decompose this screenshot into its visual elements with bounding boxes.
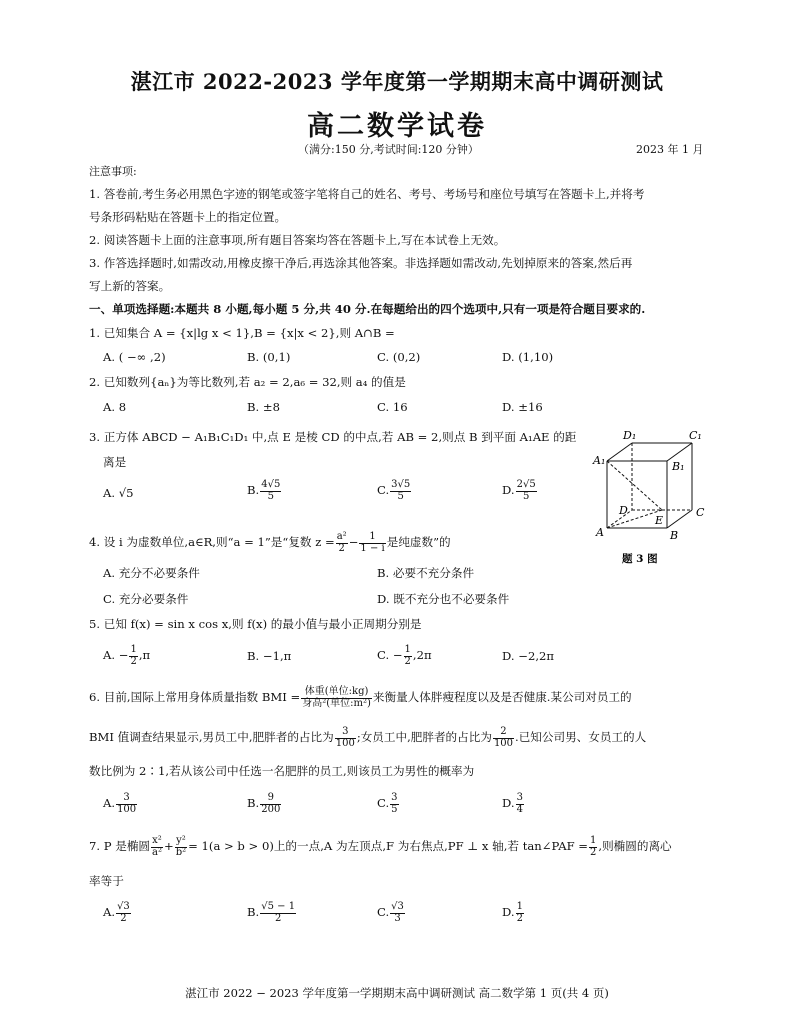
note-2: 2. 阅读答题卡上面的注意事项,所有题目答案均答在答题卡上,写在本试卷上无效。 xyxy=(89,233,506,247)
q2-option-d: D. ±16 xyxy=(502,400,543,414)
q4-option-c: C. 充分必要条件 xyxy=(103,592,189,606)
q7-line-2: 率等于 xyxy=(89,874,124,888)
q4-option-a: A. 充分不必要条件 xyxy=(103,566,200,580)
q7-option-c: C. $\frac{√3}{3}$ xyxy=(377,901,404,924)
notes-heading: 注意事项: xyxy=(89,165,137,178)
cube-figure xyxy=(592,426,716,570)
note-3b: 写上新的答案。 xyxy=(89,279,171,293)
note-3a: 3. 作答选择题时,如需改动,用橡皮擦干净后,再选涂其他答案。非选择题如需改动,先划掉原来的答案,然后再 xyxy=(89,256,633,270)
q2-option-a: A. 8 xyxy=(103,400,127,414)
label-b: B xyxy=(670,529,679,542)
q6-option-b: B. $\frac{9}{200}$ xyxy=(247,792,281,815)
label-e: E xyxy=(655,514,664,527)
q5-option-d: D. −2,2π xyxy=(502,649,555,663)
exam-title: 湛江市 2022-2023 学年度第一学期期末高中调研测试 xyxy=(130,69,664,94)
q3-option-d: D. $\frac{2√5}{5}$ xyxy=(502,479,536,502)
q6-option-a: A. $\frac{3}{100}$ xyxy=(103,792,137,815)
q4-option-d: D. 既不充分也不必要条件 xyxy=(377,592,510,606)
note-1a: 1. 答卷前,考生务必用黑色字迹的钢笔或签字笔将自己的姓名、考号、考场号和座位号填写在答题卡上,并将考 xyxy=(89,187,645,201)
exam-meta: （满分:150 分,考试时间:120 分钟） xyxy=(298,143,479,156)
label-d: D xyxy=(619,504,628,517)
label-c1: C₁ xyxy=(689,429,702,442)
figure-caption: 题 3 图 xyxy=(622,553,658,565)
section-1-heading: 一、单项选择题:本题共 8 小题,每小题 5 分,共 40 分.在每题给出的四个选项中,只有一项是符合题目要求的. xyxy=(89,302,646,316)
q6-line-3: 数比例为 2∶1,若从该公司中任选一名肥胖的员工,则该员工为男性的概率为 xyxy=(89,764,475,778)
q3-stem-2: 离是 xyxy=(103,455,127,469)
exam-date: 2023 年 1 月 xyxy=(636,143,704,156)
q6-stem: 6. 目前,国际上常用身体质量指数 BMI = $\frac{\text{体重(单位:kg)}}{\text{身高²(单位:m²)}}$ 来衡量人体胖瘦程度以及是否健康.某公司对员工的 xyxy=(89,686,632,709)
q1-option-a: A. ( −∞ ,2) xyxy=(103,350,166,364)
q6-option-d: D. $\frac{3}{4}$ xyxy=(502,792,523,815)
q5-option-a: A. − $\frac{1}{2}$ ,π xyxy=(103,644,151,667)
q6-line-2: BMI 值调查结果显示,男员工中,肥胖者的占比为 $\frac{3}{100}$ ;女员工中,肥胖者的占比为 $\frac{2}{100}$ .已知公司男、女员工的人 xyxy=(89,726,647,749)
q4-option-b: B. 必要不充分条件 xyxy=(377,566,475,580)
label-a: A xyxy=(596,526,604,539)
q7-option-b: B. $\frac{√5 - 1}{2}$ xyxy=(247,901,296,924)
q2-option-b: B. ±8 xyxy=(247,400,280,414)
q1-option-d: D. (1,10) xyxy=(502,350,554,364)
q7-option-a: A. $\frac{√3}{2}$ xyxy=(103,901,130,924)
q5-option-b: B. −1,π xyxy=(247,649,292,663)
q3-option-c: C. $\frac{3√5}{5}$ xyxy=(377,479,411,502)
exam-subtitle: 高二数学试卷 xyxy=(307,111,487,142)
label-b1: B₁ xyxy=(672,460,685,473)
q5-option-c: C. − $\frac{1}{2}$ ,2π xyxy=(377,644,432,667)
label-c: C xyxy=(696,506,705,519)
q1-stem: 1. 已知集合 A = {x|lg x < 1},B = {x|x < 2},则 A∩B = xyxy=(89,326,395,340)
q7-stem: 7. P 是椭圆 $\frac{\text{x²}}{\text{a²}}$ + $\frac{\text{y²}}{\text{b²}}$ = 1(a > b > 0)上的一点,A 为左顶点,F 为右焦点,PF ⊥ x 轴,若 tan∠PAF = $\frac{1}{2}$ ,则椭圆的离心 xyxy=(89,835,672,858)
q1-option-b: B. (0,1) xyxy=(247,350,291,364)
q4-stem: 4. 设 i 为虚数单位,a∈R,则“a = 1”是“复数 z = $\frac{\text{a²}}{2}$ − $\frac{1}{1 - i}$ 是纯虚数”的 xyxy=(89,531,451,554)
q3-option-b: B. $\frac{4√5}{5}$ xyxy=(247,479,281,502)
q1-option-c: C. (0,2) xyxy=(377,350,421,364)
label-a1: A₁ xyxy=(593,454,606,467)
label-d1: D₁ xyxy=(623,429,637,442)
q2-stem: 2. 已知数列{aₙ}为等比数列,若 a₂ = 2,a₆ = 32,则 a₄ 的值是 xyxy=(89,375,406,389)
q6-option-c: C. $\frac{3}{5}$ xyxy=(377,792,398,815)
note-1b: 号条形码粘贴在答题卡上的指定位置。 xyxy=(89,210,287,224)
q5-stem: 5. 已知 f(x) = sin x cos x,则 f(x) 的最小值与最小正周期分别是 xyxy=(89,617,422,631)
q3-stem: 3. 正方体 ABCD − A₁B₁C₁D₁ 中,点 E 是棱 CD 的中点,若 AB = 2,则点 B 到平面 A₁AE 的距 xyxy=(89,430,577,444)
q3-option-a: A. √5 xyxy=(103,486,134,500)
page-footer: 湛江市 2022 − 2023 学年度第一学期期末高中调研测试 高二数学第 1 页(共 4 页) xyxy=(185,986,609,1000)
q7-option-d: D. $\frac{1}{2}$ xyxy=(502,901,523,924)
q2-option-c: C. 16 xyxy=(377,400,408,414)
